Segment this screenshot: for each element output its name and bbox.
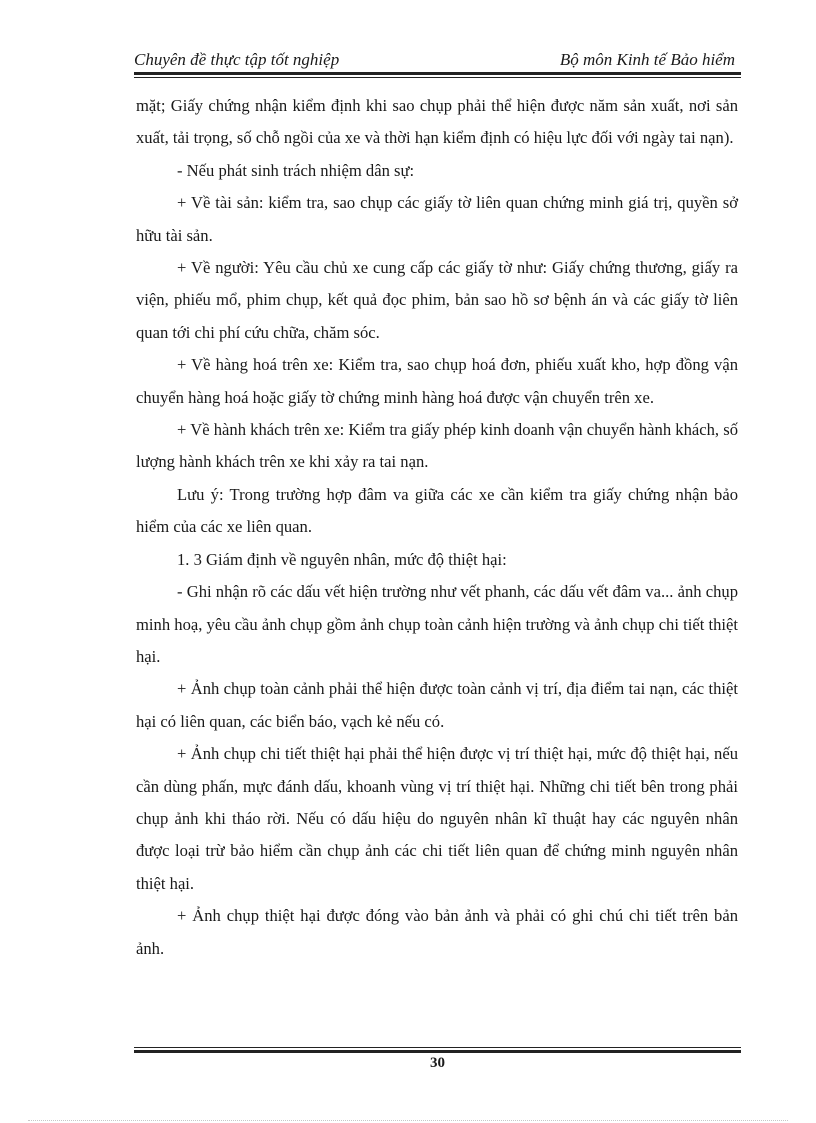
paragraph-overview-photo: + Ảnh chụp toàn cảnh phải thể hiện được toàn cảnh vị trí, địa điểm tai nạn, các thiệt hại có liên quan, các biển báo, vạch kẻ nếu có. xyxy=(136,679,738,731)
paragraph-persons: + Về người: Yêu cầu chủ xe cung cấp các giấy tờ như: Giấy chứng thương, giấy ra viện, phiếu mổ, phim chụp, kết quả đọc phim, bản sao hồ sơ bệnh án và các giấy tờ liên quan tới chi phí cứu chữa, chăm sóc. xyxy=(136,258,738,342)
page-number: 30 xyxy=(430,1055,445,1071)
paragraph-note: Lưu ý: Trong trường hợp đâm va giữa các xe cần kiểm tra giấy chứng nhận bảo hiểm của các xe liên quan. xyxy=(136,484,738,537)
section-heading-1-3: 1. 3 Giám định về nguyên nhân, mức độ thiệt hại: xyxy=(177,549,507,569)
paragraph-continuation: mặt; Giấy chứng nhận kiểm định khi sao chụp phải thể hiện được năm sản xuất, nơi sản xuất, tải trọng, số chỗ ngồi của xe và thời hạn kiểm định có hiệu lực đối với ngày tai nạn). xyxy=(136,96,738,148)
paragraph-photo-album: + Ảnh chụp thiệt hại được đóng vào bản ảnh và phải có ghi chú chi tiết trên bản ảnh. xyxy=(136,906,738,958)
header-department: Bộ môn Kinh tế Bảo hiểm xyxy=(559,50,735,69)
footer-rule-thin xyxy=(134,1047,741,1048)
paragraph-property: + Về tài sản: kiểm tra, sao chụp các giấy tờ liên quan chứng minh giá trị, quyền sở hữu tài sản. xyxy=(136,193,738,245)
page-header xyxy=(134,48,741,72)
header-document-title: Chuyên đề thực tập tốt nghiệp xyxy=(134,50,340,69)
paragraph-scene-traces: - Ghi nhận rõ các dấu vết hiện trường như vết phanh, các dấu vết đâm va... ảnh chụp minh hoạ, yêu cầu ảnh chụp gồm ảnh chụp toàn cảnh hiện trường và ảnh chụp chi tiết thiệt hại. xyxy=(136,582,738,666)
paragraph-goods: + Về hàng hoá trên xe: Kiểm tra, sao chụp hoá đơn, phiếu xuất kho, hợp đồng vận chuyển hàng hoá hoặc giấy tờ chứng minh hàng hoá được vận chuyển trên xe. xyxy=(136,355,738,407)
header-rule-thick xyxy=(134,72,741,75)
paragraph-passengers: + Về hành khách trên xe: Kiểm tra giấy phép kinh doanh vận chuyển hành khách, số lượng hành khách trên xe khi xảy ra tai nạn. xyxy=(136,420,738,472)
body-text xyxy=(136,90,738,965)
header-rule-thin xyxy=(134,77,741,78)
paragraph-detail-photo: + Ảnh chụp chi tiết thiệt hại phải thể hiện được vị trí thiệt hại, mức độ thiệt hại, nếu cần dùng phấn, mực đánh dấu, khoanh vùng vị trí thiệt hại. Những chi tiết bên trong phải chụp ảnh khi tháo rời. Nếu có dấu hiệu do nguyên nhân kĩ thuật hay các nguyên nhân được loại trừ bảo hiểm cần chụp ảnh các chi tiết liên quan để chứng minh nguyên nhân thiệt hại. xyxy=(136,744,738,893)
page-edge-divider xyxy=(28,1120,788,1121)
paragraph-civil-liability: - Nếu phát sinh trách nhiệm dân sự: xyxy=(177,160,415,180)
